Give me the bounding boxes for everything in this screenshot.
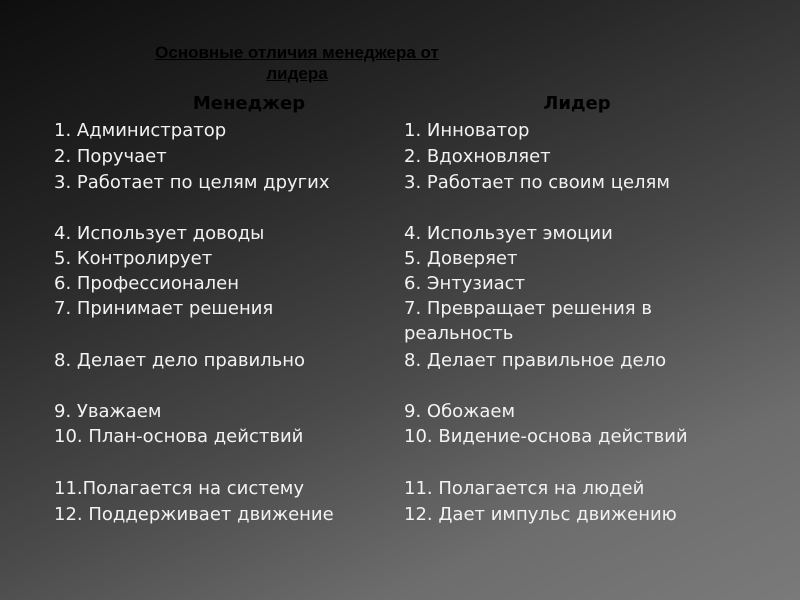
manager-column-header: Менеджер [192,93,306,114]
manager-item-8: 8. Делает дело правильно [54,350,306,371]
manager-item-9: 9. Уважаем [54,401,162,422]
manager-item-6: 6. Профессионален [54,273,239,294]
leader-item-8: 8. Делает правильное дело [404,350,667,371]
manager-item-3: 3. Работает по целям других [54,172,330,193]
leader-column-header: Лидер [543,93,611,114]
leader-item-11: 11. Полагается на людей [404,478,645,499]
leader-item-3: 3. Работает по своим целям [404,172,670,193]
leader-item-5: 5. Доверяет [404,248,518,269]
leader-item-6: 6. Энтузиаст [404,273,526,294]
leader-item-12: 12. Дает импульс движению [404,504,677,525]
manager-item-12: 12. Поддерживает движение [54,504,334,525]
leader-item-9: 9. Обожаем [404,401,516,422]
slide-title: Основные отличия менеджера от лидера [155,43,439,83]
manager-item-1: 1. Администратор [54,120,227,141]
manager-item-11: 11.Полагается на систему [54,478,305,499]
leader-item-1: 1. Инноватор [404,120,530,141]
leader-item-4: 4. Использует эмоции [404,223,613,244]
leader-item-2: 2. Вдохновляет [404,146,551,167]
manager-item-4: 4. Использует доводы [54,223,265,244]
leader-item-10: 10. Видение-основа действий [404,426,688,447]
leader-item-7: 7. Превращает решения в реальность [404,298,652,344]
manager-item-5: 5. Контролирует [54,248,213,269]
manager-item-2: 2. Поручает [54,146,167,167]
manager-item-10: 10. План-основа действий [54,426,304,447]
manager-item-7: 7. Принимает решения [54,298,274,319]
